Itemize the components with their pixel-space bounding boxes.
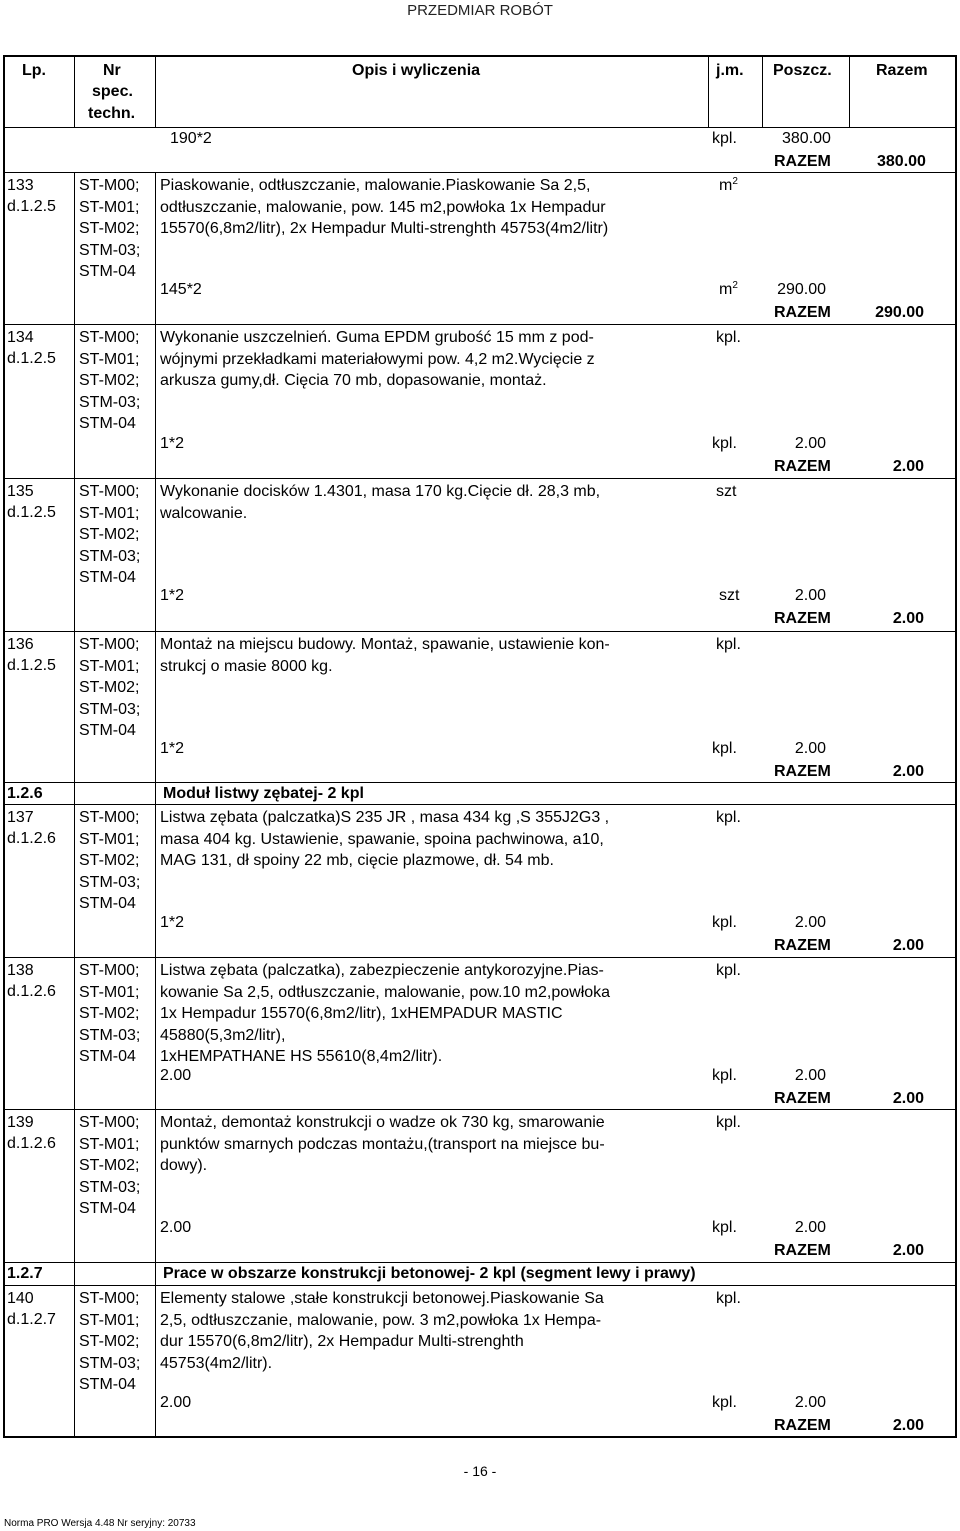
calc-poszcz: 380.00 [782,130,831,147]
unit-label: kpl. [716,329,741,346]
col-divider-lp [74,1263,75,1285]
razem-label: RAZEM [774,937,831,954]
col-header-spec-1: Nr [103,62,121,79]
spec-code: STM-03; [79,1354,141,1372]
col-divider-spec [155,325,156,479]
col-divider-spec [155,958,156,1110]
spec-code: ST-M01; [79,504,140,522]
spec-code: STM-03; [79,1026,141,1044]
calc-unit: kpl. [712,435,737,452]
col-divider-spec [155,1286,156,1437]
spec-code: ST-M01; [79,983,140,1001]
calc-expression: 1*2 [160,587,185,604]
calc-poszcz: 2.00 [794,435,826,452]
item-description-line: arkusza gumy,dł. Cięcia 70 mb, dopasowanie, montaż. [160,372,547,389]
razem-label: RAZEM [774,1417,831,1434]
col-divider-spec [155,1110,156,1263]
row-separator [3,804,957,805]
spec-code: STM-04 [79,263,136,280]
spec-code: ST-M01; [79,1135,140,1153]
row-separator [3,631,957,632]
calc-expression: 1*2 [160,435,185,452]
spec-code: ST-M00; [79,962,140,979]
spec-code: STM-03; [79,241,141,259]
unit-label: kpl. [716,636,741,653]
spec-code: STM-04 [79,1376,136,1393]
col-divider-lp [74,632,75,783]
col-divider-lp [74,1110,75,1263]
col-divider-lp [74,1286,75,1437]
item-number: 139 [7,1114,34,1131]
col-divider-lp [74,56,75,127]
spec-code: STM-03; [79,873,141,891]
razem-label: RAZEM [774,1090,831,1107]
calc-unit: kpl. [712,130,737,147]
col-header-jm: j.m. [716,62,744,79]
item-number: 137 [7,809,34,826]
row-separator [3,478,957,479]
calc-poszcz: 2.00 [794,740,826,757]
razem-value: 2.00 [892,610,924,627]
spec-code: ST-M01; [79,350,140,368]
spec-code: ST-M02; [79,526,140,543]
spec-code: STM-04 [79,1048,136,1065]
row-separator [3,172,957,173]
col-divider-spec [155,1263,156,1285]
unit-label: szt [716,483,737,500]
software-footer: Norma PRO Wersja 4.48 Nr seryjny: 20733 [4,1518,196,1529]
unit-label: kpl. [716,1114,741,1131]
spec-code: STM-03; [79,393,141,411]
item-number: 140 [7,1290,34,1307]
calc-poszcz: 2.00 [794,1067,826,1084]
unit-label: $m^2$ [719,176,738,194]
item-description-line: 2,5, odtłuszczanie, malowanie, pow. 3 m2,powłoka 1x Hempa- [160,1311,602,1329]
spec-code: ST-M02; [79,1005,140,1022]
spec-code: STM-03; [79,1178,141,1196]
razem-value: 2.00 [892,1417,924,1434]
calc-expression: 145*2 [160,281,202,298]
spec-code: ST-M00; [79,329,140,346]
col-divider-lp [74,805,75,958]
spec-code: STM-04 [79,722,136,739]
item-description-line: walcowanie. [160,504,248,522]
spec-code: ST-M02; [79,852,140,869]
calc-unit: kpl. [712,1067,737,1084]
calc-expression: 190*2 [170,130,212,147]
item-reference: d.1.2.6 [7,830,56,847]
spec-code: STM-03; [79,547,141,565]
spec-code: ST-M02; [79,220,140,237]
col-divider-lp [74,958,75,1110]
calc-expression: 1*2 [160,914,185,931]
col-divider-lp [74,325,75,479]
unit-superscript: 2 [732,176,738,187]
item-description-line: 1xHEMPATHANE HS 55610(8,4m2/litr). [160,1048,443,1065]
col-divider-lp [74,479,75,632]
item-description-line: 45880(5,3m2/litr), [160,1026,286,1044]
spec-code: ST-M01; [79,830,140,848]
item-description-line: Piaskowanie, odtłuszczanie, malowanie.Piaskowanie Sa 2,5, [160,177,591,194]
item-reference: d.1.2.6 [7,1135,56,1152]
spec-code: ST-M01; [79,198,140,216]
item-description-line: 1x Hempadur 15570(6,8m2/litr), 1xHEMPADUR MASTIC [160,1005,563,1022]
spec-code: STM-03; [79,700,141,718]
spec-code: ST-M00; [79,809,140,826]
item-description-line: kowanie Sa 2,5, odtłuszczanie, malowanie, pow.10 m2,powłoka [160,983,611,1001]
col-divider-poszcz [762,56,763,127]
item-reference: d.1.2.7 [7,1311,56,1328]
unit-label: kpl. [716,1290,741,1307]
calc-unit: kpl. [712,740,737,757]
razem-value: 2.00 [892,1242,924,1259]
col-divider-razem [849,56,850,127]
item-description-line: Wykonanie uszczelnień. Guma EPDM grubość 15 mm z pod- [160,329,594,346]
razem-label: RAZEM [774,1242,831,1259]
item-reference: d.1.2.5 [7,350,56,367]
item-reference: d.1.2.5 [7,504,56,521]
col-divider-jm [708,56,709,127]
section-number: 1.2.7 [7,1265,43,1282]
col-header-desc: Opis i wyliczenia [352,62,481,79]
unit-label: kpl. [716,809,741,826]
item-description-line: odtłuszczanie, malowanie, pow. 145 m2,powłoka 1x Hempadur [160,198,606,216]
spec-code: ST-M00; [79,483,140,500]
calc-unit: $m^2$ [719,280,738,298]
razem-value: 2.00 [892,937,924,954]
spec-code: ST-M01; [79,657,140,675]
razem-label: RAZEM [774,153,831,170]
calc-expression: 2.00 [160,1394,192,1411]
item-reference: d.1.2.5 [7,657,56,674]
section-number: 1.2.6 [7,785,43,802]
col-divider-spec [155,783,156,805]
col-divider-lp [74,173,75,325]
razem-value: 290.00 [875,304,924,321]
razem-label: RAZEM [774,304,831,321]
col-divider-spec [155,56,156,127]
col-header-spec-2: spec. [92,83,133,100]
col-header-spec-3: techn. [88,105,136,122]
spec-code: ST-M02; [79,679,140,696]
calc-expression: 2.00 [160,1067,192,1084]
calc-unit: kpl. [712,1219,737,1236]
item-number: 133 [7,177,34,194]
item-number: 136 [7,636,34,653]
unit-label: kpl. [716,962,741,979]
item-description-line: wójnymi przekładkami materiałowymi pow. 4,2 m2.Wycięcie z [160,350,595,368]
section-title: Prace w obszarze konstrukcji betonowej- 2 kpl (segment lewy i prawy) [163,1265,696,1282]
item-description-line: 45753(4m2/litr). [160,1354,273,1372]
spec-code: ST-M00; [79,636,140,653]
spec-code: ST-M00; [79,177,140,194]
col-divider-spec [155,479,156,632]
col-divider-spec [155,805,156,958]
item-description-line: punktów smarnych podczas montażu,(transport na miejsce bu- [160,1135,605,1153]
spec-code: ST-M02; [79,372,140,389]
spec-code: ST-M02; [79,1157,140,1174]
col-divider-spec [155,632,156,783]
spec-code: ST-M02; [79,1333,140,1350]
item-description-line: Wykonanie docisków 1.4301, masa 170 kg.Cięcie dł. 28,3 mb, [160,483,601,500]
item-description-line: Montaż, demontaż konstrukcji o wadze ok 730 kg, smarowanie [160,1114,605,1131]
row-separator [3,324,957,325]
spec-code: STM-04 [79,569,136,586]
calc-expression: 2.00 [160,1219,192,1236]
spec-code: ST-M00; [79,1114,140,1131]
razem-value: 2.00 [892,458,924,475]
item-description-line: Listwa zębata (palczatka), zabezpieczenie antykorozyjne.Pias- [160,962,604,979]
razem-value: 2.00 [892,1090,924,1107]
unit-superscript: 2 [732,280,738,291]
calc-poszcz: 2.00 [794,587,826,604]
item-description-line: Montaż na miejscu budowy. Montaż, spawanie, ustawienie kon- [160,636,610,653]
col-header-poszcz: Poszcz. [773,62,832,79]
razem-label: RAZEM [774,763,831,780]
spec-code: ST-M01; [79,1311,140,1329]
page-header: PRZEDMIAR ROBÓT [407,2,553,19]
item-number: 134 [7,329,34,346]
calc-poszcz: 2.00 [794,1394,826,1411]
razem-value: 380.00 [877,153,926,170]
row-separator [3,957,957,958]
section-title: Moduł listwy zębatej- 2 kpl [163,785,364,802]
item-number: 138 [7,962,34,979]
calc-poszcz: 2.00 [794,914,826,931]
item-description-line: dur 15570(6,8m2/litr), 2x Hempadur Multi-strenghth [160,1333,524,1350]
col-divider-spec [155,173,156,325]
calc-unit: kpl. [712,1394,737,1411]
spec-code: STM-04 [79,1200,136,1217]
item-description-line: Elementy stalowe ,stałe konstrukcji betonowej.Piaskowanie Sa [160,1290,604,1307]
col-header-lp: Lp. [22,62,46,79]
col-divider-lp [74,783,75,805]
col-header-razem: Razem [876,62,928,79]
item-description-line: strukcj o masie 8000 kg. [160,657,333,675]
item-description-line: Listwa zębata (palczatka)S 235 JR , masa 434 kg ,S 355J2G3 , [160,809,610,826]
spec-code: ST-M00; [79,1290,140,1307]
page-number: - 16 - [463,1463,497,1479]
razem-value: 2.00 [892,763,924,780]
razem-label: RAZEM [774,458,831,475]
item-description-line: MAG 131, dł spoiny 22 mb, cięcie plazmowe, dł. 54 mb. [160,852,554,869]
item-description-line: dowy). [160,1157,208,1174]
calc-poszcz: 290.00 [777,281,826,298]
calc-poszcz: 2.00 [794,1219,826,1236]
item-number: 135 [7,483,34,500]
spec-code: STM-04 [79,895,136,912]
item-reference: d.1.2.5 [7,198,56,215]
spec-code: STM-04 [79,415,136,432]
calc-unit: szt [719,587,740,604]
razem-label: RAZEM [774,610,831,627]
calc-unit: kpl. [712,914,737,931]
item-description-line: masa 404 kg. Ustawienie, spawanie, spoina pachwinowa, a10, [160,830,604,848]
calc-expression: 1*2 [160,740,185,757]
item-reference: d.1.2.6 [7,983,56,1000]
row-separator [3,1285,957,1286]
item-description-line: 15570(6,8m2/litr), 2x Hempadur Multi-strenghth 45753(4m2/litr) [160,220,609,237]
